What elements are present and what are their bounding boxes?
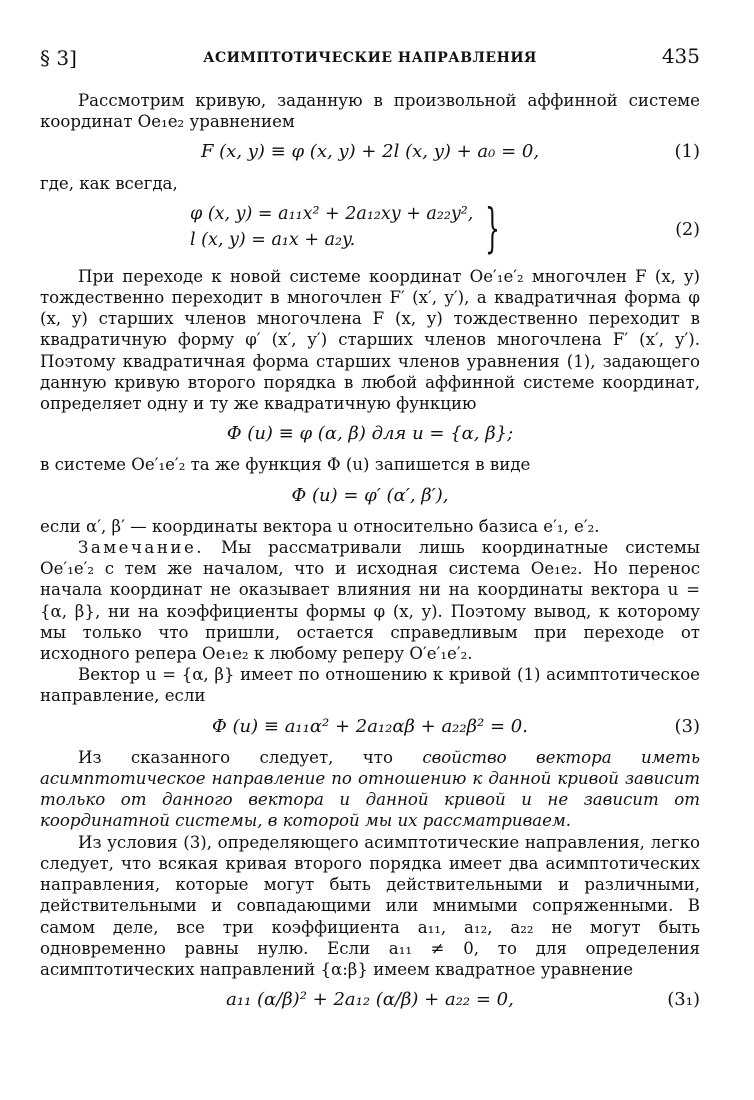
paragraph-transition: При переходе к новой системе координат Oe′₁e′₂ многочлен F (x, y) тождественно переходит в многочлен F′ (x′, y′), а квадратичная форма φ (x, y) старших членов многочлена F (x, y) тождественно переходит в квадратичную форму φ′ (x′, y′) старших членов многочлена F′ (x′, y′). Поэтому квадратичная форма старших членов уравнения (1), задающего данную кривую второго порядка в любой аффинной системе координат, определяет одну и ту же квадратичную функцию xyxy=(40,266,700,414)
equation-1-number: (1) xyxy=(674,141,700,163)
equation-3-1-number: (3₁) xyxy=(667,989,700,1011)
paragraph-condition: Из условия (3), определяющего асимптотические направления, легко следует, что всякая кривая второго порядка имеет два асимптотических направления, которые могут быть действительными и различными, действительными и совпадающими или мнимыми сопряженными. В самом деле, все три коэффициента a₁₁, a₁₂, a₂₂ не могут быть одновременно равны нулю. Если a₁₁ ≠ 0, то для определения асимптотических направлений {α:β} имеем квадратное уравнение xyxy=(40,832,700,979)
paragraph-vector: Вектор u = {α, β} имеет по отношению к кривой (1) асимптотическое направление, если xyxy=(40,665,700,706)
remark-text: Мы рассматривали лишь координатные системы Oe′₁e′₂ с тем же началом, что и исходная система Oe₁e₂. Но перенос начала координат не оказывает влияния ни на координаты вектора u = {α, β}, ни на коэффициенты формы φ (x, y). Поэтому вывод, к которому мы только что пришли, остается справедливым при переходе от исходного репера Oe₁e₂ к любому реперу O′e′₁e′₂. xyxy=(40,538,700,664)
paragraph-intro: Рассмотрим кривую, заданную в произвольной аффинной системе координат Oe₁e₂ уравнением xyxy=(40,91,700,132)
equation-system-2 xyxy=(40,198,700,260)
running-header xyxy=(40,44,700,74)
equation-3 xyxy=(40,716,700,737)
equation-phi-prime-formula: Φ (u) = φ′ (α′, β′), xyxy=(291,484,449,506)
equation-3-number: (3) xyxy=(674,715,700,737)
paragraph-remark xyxy=(40,537,700,664)
conclusion-lead: Из сказанного следует, что xyxy=(78,747,423,767)
equation-phi-prime xyxy=(40,485,700,506)
paragraph-where: где, как всегда, xyxy=(40,173,178,193)
paragraph-coordinates: если α′, β′ — координаты вектора u относительно базиса e′₁, e′₂. xyxy=(40,516,600,536)
section-mark: § 3] xyxy=(40,46,77,70)
conclusion-italic: свойство вектора иметь асимптотическое направление по отношению к данной кривой зависит только от данного вектора и данной кривой и не зависит от координатной системы, в которой мы их рассматриваем. xyxy=(40,747,700,831)
equation-phi-definition xyxy=(40,423,700,444)
equation-1 xyxy=(40,141,700,162)
paragraph-conclusion xyxy=(40,747,700,832)
running-title: АСИМПТОТИЧЕСКИЕ НАПРАВЛЕНИЯ xyxy=(203,50,537,66)
equation-2-number: (2) xyxy=(675,219,700,240)
equation-3-1-formula: a₁₁ (α/β)² + 2a₁₂ (α/β) + a₂₂ = 0, xyxy=(226,989,514,1011)
equation-2-line-1: φ (x, y) = a₁₁x² + 2a₁₂xy + a₂₂y², xyxy=(190,203,474,224)
equation-3-formula: Φ (u) ≡ a₁₁α² + 2a₁₂αβ + a₂₂β² = 0. xyxy=(212,715,528,737)
equation-phi-formula: Φ (u) ≡ φ (α, β) для u = {α, β}; xyxy=(226,423,514,445)
page-number: 435 xyxy=(661,44,700,68)
page-body xyxy=(40,90,700,1020)
remark-label: Замечание. xyxy=(78,538,205,558)
equation-3-1 xyxy=(40,989,700,1010)
paragraph-new-system: в системе Oe′₁e′₂ та же функция Φ (u) запишется в виде xyxy=(40,455,531,475)
right-brace: } xyxy=(485,198,500,259)
equation-1-formula: F (x, y) ≡ φ (x, y) + 2l (x, y) + a₀ = 0, xyxy=(200,141,540,163)
equation-2-line-2: l (x, y) = a₁x + a₂y. xyxy=(190,229,356,250)
